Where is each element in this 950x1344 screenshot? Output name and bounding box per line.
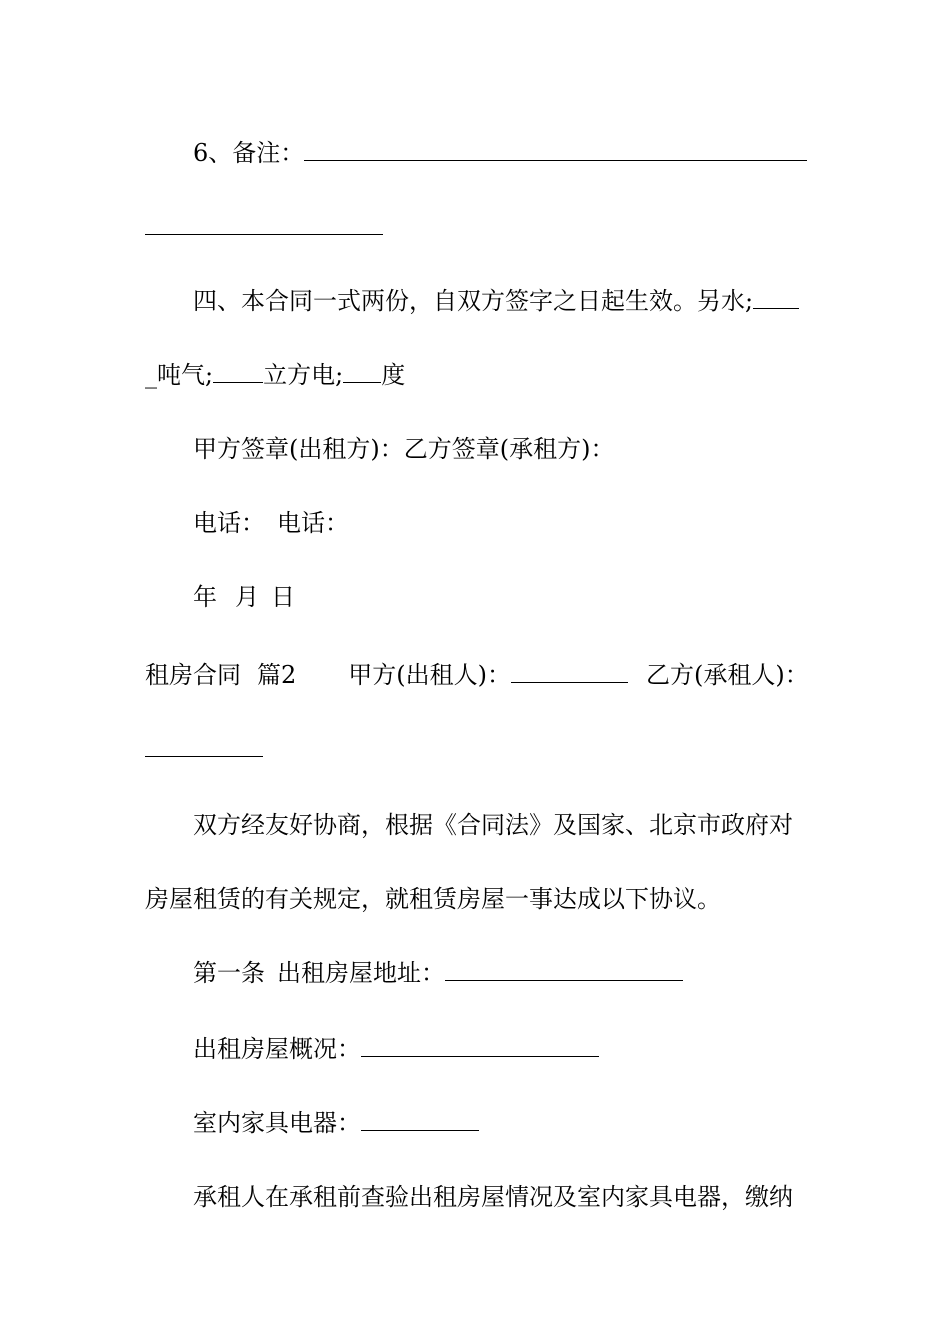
contract-title: 租房合同 — [145, 661, 241, 689]
water-unit-text: _吨气; — [145, 361, 214, 389]
remarks-blank — [304, 138, 807, 161]
clause-four-line — [193, 286, 799, 316]
remarks-blank-2 — [145, 212, 383, 235]
agreement-para-line-1 — [193, 810, 793, 840]
lessor-blank — [511, 660, 628, 683]
agreement-para-line-2 — [145, 884, 721, 914]
contract-two-header — [145, 660, 809, 690]
electricity-unit-text: 度 — [381, 361, 406, 389]
electricity-blank — [343, 360, 381, 383]
date-day: 日 — [271, 583, 295, 611]
signature-line — [193, 434, 614, 464]
utilities-line — [145, 360, 405, 390]
lessor-label: 甲方(出租人)： — [348, 661, 512, 689]
date-line — [193, 582, 295, 612]
contract-part: 篇2 — [257, 661, 297, 689]
phone-label-b: 电话： — [277, 509, 349, 537]
inspection-text: 承租人在承租前查验出租房屋情况及室内家具电器，缴纳 — [193, 1183, 793, 1211]
remarks-blank-continuation — [145, 212, 383, 242]
furniture-label: 室内家具电器： — [193, 1109, 361, 1137]
gas-blank — [213, 360, 263, 383]
article-one-line — [193, 958, 683, 988]
furniture-line — [193, 1108, 479, 1138]
water-blank — [753, 286, 799, 309]
agreement-text-2: 房屋租赁的有关规定，就租赁房屋一事达成以下协议。 — [145, 885, 721, 913]
date-month: 月 — [235, 583, 259, 611]
date-year: 年 — [193, 583, 217, 611]
phone-label-a: 电话： — [193, 509, 265, 537]
remarks-line — [193, 138, 807, 168]
address-label: 出租房屋地址： — [277, 959, 445, 987]
agreement-text-1: 双方经友好协商，根据《合同法》及国家、北京市政府对 — [193, 811, 793, 839]
remarks-label: 6、备注： — [193, 139, 305, 167]
phone-line — [193, 508, 349, 538]
gas-unit-text: 立方电; — [263, 361, 344, 389]
overview-blank — [361, 1034, 599, 1057]
signature-text: 甲方签章(出租方)：乙方签章(承租方)： — [193, 435, 615, 463]
lessee-blank — [145, 734, 263, 757]
overview-label: 出租房屋概况： — [193, 1035, 361, 1063]
furniture-blank — [361, 1108, 479, 1131]
clause-four-text: 四、本合同一式两份，自双方签字之日起生效。另水; — [193, 287, 754, 315]
overview-line — [193, 1034, 599, 1064]
address-blank — [445, 958, 683, 981]
lessee-blank-line — [145, 734, 263, 764]
article-one-label: 第一条 — [193, 959, 265, 987]
inspection-line — [193, 1182, 793, 1212]
lessee-label: 乙方(承租人)： — [646, 661, 809, 689]
